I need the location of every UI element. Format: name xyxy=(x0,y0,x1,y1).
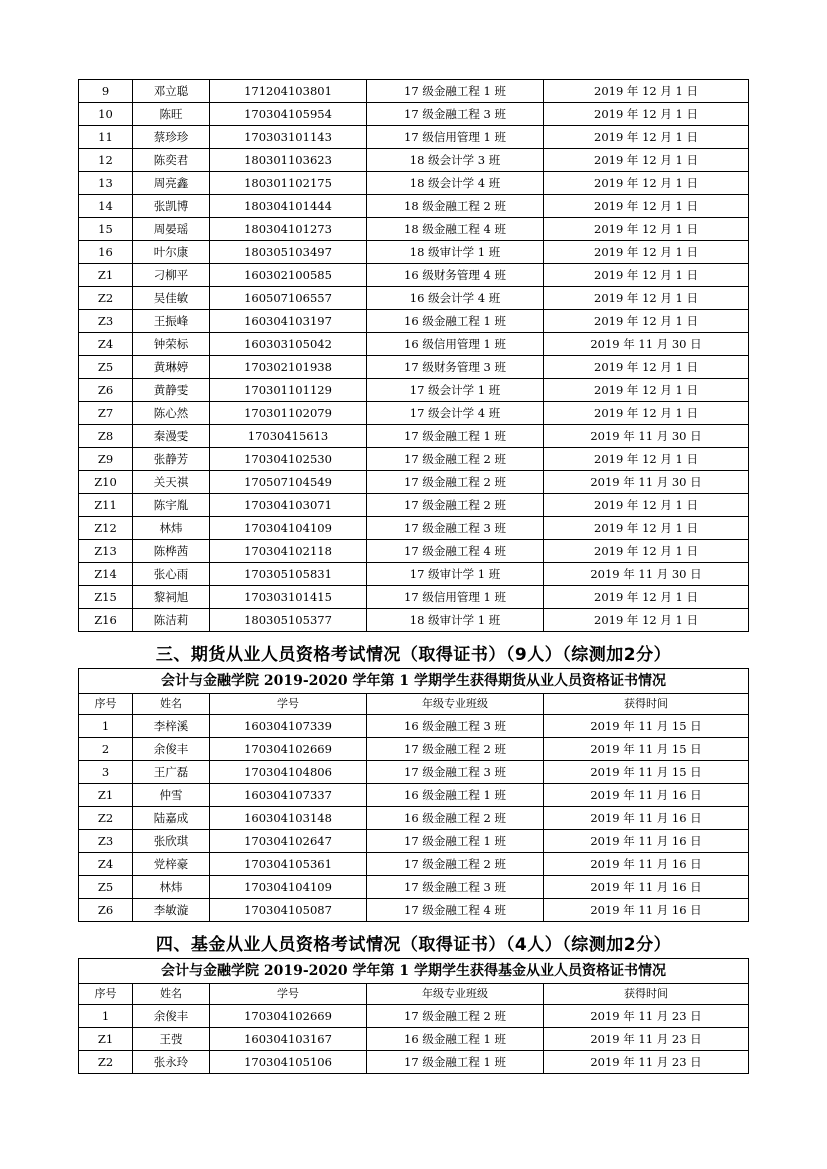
table-cell: 2019 年 11 月 16 日 xyxy=(544,784,749,807)
table-cell: Z5 xyxy=(79,876,133,899)
table-cell: 17 级金融工程 4 班 xyxy=(367,540,544,563)
table-cell: 16 级金融工程 1 班 xyxy=(367,1028,544,1051)
table-cell: 17 级金融工程 2 班 xyxy=(367,494,544,517)
table-cell: 16 级金融工程 1 班 xyxy=(367,784,544,807)
table-cell: 17 级金融工程 3 班 xyxy=(367,517,544,540)
table-cell: 16 级金融工程 3 班 xyxy=(367,715,544,738)
table-cell: 陈旺 xyxy=(133,103,210,126)
table-cell: 17030415613 xyxy=(210,425,367,448)
table-caption: 会计与金融学院 2019-2020 学年第 1 学期学生获得基金从业人员资格证书情况 xyxy=(79,959,749,984)
table-cell: 17 级财务管理 3 班 xyxy=(367,356,544,379)
table-cell: 2019 年 12 月 1 日 xyxy=(544,264,749,287)
table-cell: 张静芳 xyxy=(133,448,210,471)
table-cell: 180301103623 xyxy=(210,149,367,172)
table-cell: 17 级金融工程 1 班 xyxy=(367,830,544,853)
table-row xyxy=(79,876,749,899)
table-cell: 17 级金融工程 3 班 xyxy=(367,761,544,784)
header-cell: 获得时间 xyxy=(544,694,749,715)
header-cell: 学号 xyxy=(210,984,367,1005)
table-cell: 2019 年 12 月 1 日 xyxy=(544,609,749,632)
table-cell: Z16 xyxy=(79,609,133,632)
table-cell: 17 级信用管理 1 班 xyxy=(367,586,544,609)
table-cell: 2019 年 11 月 30 日 xyxy=(544,333,749,356)
table-cell: 18 级会计学 4 班 xyxy=(367,172,544,195)
table-cell: 17 级审计学 1 班 xyxy=(367,563,544,586)
table-cell: 170304105087 xyxy=(210,899,367,922)
table-cell: 王广磊 xyxy=(133,761,210,784)
table-row xyxy=(79,853,749,876)
table-cell: 2019 年 11 月 30 日 xyxy=(544,563,749,586)
table-cell: 170304103071 xyxy=(210,494,367,517)
table-cell: 2019 年 11 月 16 日 xyxy=(544,807,749,830)
table-cell: 林炜 xyxy=(133,517,210,540)
table-cell: 17 级会计学 4 班 xyxy=(367,402,544,425)
table-cell: 16 级金融工程 1 班 xyxy=(367,310,544,333)
table-cell: 余俊丰 xyxy=(133,738,210,761)
table-cell: 2019 年 12 月 1 日 xyxy=(544,149,749,172)
table-cell: 170301101129 xyxy=(210,379,367,402)
table-cell: 2019 年 12 月 1 日 xyxy=(544,80,749,103)
table-cell: 张心雨 xyxy=(133,563,210,586)
table-row xyxy=(79,310,749,333)
table-row xyxy=(79,356,749,379)
header-cell: 年级专业班级 xyxy=(367,984,544,1005)
table-cell: 171204103801 xyxy=(210,80,367,103)
header-cell: 年级专业班级 xyxy=(367,694,544,715)
table-cell: 2019 年 11 月 30 日 xyxy=(544,425,749,448)
table-cell: 王弢 xyxy=(133,1028,210,1051)
table-cell: 180304101273 xyxy=(210,218,367,241)
table-cell: 吴佳敏 xyxy=(133,287,210,310)
table-row xyxy=(79,126,749,149)
table-header-row xyxy=(79,984,749,1005)
table-cell: 160304103148 xyxy=(210,807,367,830)
table-cell: Z4 xyxy=(79,333,133,356)
table-cell: 180301102175 xyxy=(210,172,367,195)
table-cell: 2019 年 11 月 23 日 xyxy=(544,1051,749,1074)
table-cell: 邓立聪 xyxy=(133,80,210,103)
table-cell: 2019 年 11 月 16 日 xyxy=(544,899,749,922)
table-cell: 18 级审计学 1 班 xyxy=(367,609,544,632)
table-cell: 陈桦茜 xyxy=(133,540,210,563)
table-row xyxy=(79,402,749,425)
table-cell: 180305103497 xyxy=(210,241,367,264)
table-cell: 17 级信用管理 1 班 xyxy=(367,126,544,149)
table-cell: 陈奕君 xyxy=(133,149,210,172)
table-row xyxy=(79,563,749,586)
table-cell: 蔡珍珍 xyxy=(133,126,210,149)
table-cell: 17 级金融工程 2 班 xyxy=(367,448,544,471)
table-cell: 170301102079 xyxy=(210,402,367,425)
table-cell: Z5 xyxy=(79,356,133,379)
table-cell: 2019 年 11 月 15 日 xyxy=(544,738,749,761)
table-row xyxy=(79,586,749,609)
table-row xyxy=(79,830,749,853)
table-cell: Z8 xyxy=(79,425,133,448)
futures-certificate-table xyxy=(78,668,749,922)
table-cell: 2019 年 11 月 15 日 xyxy=(544,761,749,784)
table-cell: 2019 年 11 月 16 日 xyxy=(544,876,749,899)
table-cell: 2019 年 12 月 1 日 xyxy=(544,126,749,149)
table-cell: 2019 年 12 月 1 日 xyxy=(544,172,749,195)
table-cell: 余俊丰 xyxy=(133,1005,210,1028)
table-cell: 李敏漩 xyxy=(133,899,210,922)
table-cell: 王振峰 xyxy=(133,310,210,333)
table-cell: 黄琳婷 xyxy=(133,356,210,379)
table-cell: 2019 年 12 月 1 日 xyxy=(544,310,749,333)
table-cell: Z6 xyxy=(79,379,133,402)
table-cell: 1 xyxy=(79,715,133,738)
table-row xyxy=(79,149,749,172)
table-cell: 17 级金融工程 2 班 xyxy=(367,853,544,876)
table-cell: 170305105831 xyxy=(210,563,367,586)
table-cell: 张欣琪 xyxy=(133,830,210,853)
table-cell: 160304103197 xyxy=(210,310,367,333)
table-cell: 叶尔康 xyxy=(133,241,210,264)
table-row xyxy=(79,899,749,922)
table-cell: 170304102669 xyxy=(210,1005,367,1028)
table-cell: 17 级金融工程 2 班 xyxy=(367,1005,544,1028)
table-cell: 1 xyxy=(79,1005,133,1028)
table-row xyxy=(79,195,749,218)
table-cell: 2019 年 11 月 16 日 xyxy=(544,830,749,853)
table-cell: 黄静雯 xyxy=(133,379,210,402)
table-cell: Z11 xyxy=(79,494,133,517)
table-cell: 170304104109 xyxy=(210,876,367,899)
table-cell: 林炜 xyxy=(133,876,210,899)
table-row xyxy=(79,494,749,517)
table-cell: 18 级审计学 1 班 xyxy=(367,241,544,264)
table-cell: 17 级金融工程 1 班 xyxy=(367,425,544,448)
table-cell: 2019 年 12 月 1 日 xyxy=(544,195,749,218)
table-cell: 2019 年 12 月 1 日 xyxy=(544,448,749,471)
table-cell: 170507104549 xyxy=(210,471,367,494)
table-row xyxy=(79,287,749,310)
table-row xyxy=(79,715,749,738)
table-row xyxy=(79,1005,749,1028)
table-row xyxy=(79,379,749,402)
table-row xyxy=(79,807,749,830)
table-cell: 2019 年 12 月 1 日 xyxy=(544,218,749,241)
table-cell: 16 级信用管理 1 班 xyxy=(367,333,544,356)
table-cell: 160302100585 xyxy=(210,264,367,287)
table-cell: 陈宇胤 xyxy=(133,494,210,517)
table-row xyxy=(79,218,749,241)
table-cell: Z15 xyxy=(79,586,133,609)
table-cell: Z4 xyxy=(79,853,133,876)
table-cell: Z2 xyxy=(79,287,133,310)
table-cell: Z6 xyxy=(79,899,133,922)
table-cell: 陈洁莉 xyxy=(133,609,210,632)
table-cell: 170304104109 xyxy=(210,517,367,540)
table-cell: Z7 xyxy=(79,402,133,425)
table-cell: 18 级金融工程 4 班 xyxy=(367,218,544,241)
table-cell: 170304104806 xyxy=(210,761,367,784)
section-3-title: 三、期货从业人员资格考试情况（取得证书）（9人）（综测加2分） xyxy=(155,645,672,665)
table-cell: 2019 年 12 月 1 日 xyxy=(544,494,749,517)
header-cell: 序号 xyxy=(79,984,133,1005)
table-cell: 160304107337 xyxy=(210,784,367,807)
table-row xyxy=(79,1028,749,1051)
table-cell: 170302101938 xyxy=(210,356,367,379)
table-cell: 170304102647 xyxy=(210,830,367,853)
table-cell: 仲雪 xyxy=(133,784,210,807)
table-row xyxy=(79,425,749,448)
table-cell: Z12 xyxy=(79,517,133,540)
table-cell: 180305105377 xyxy=(210,609,367,632)
table-cell: 17 级金融工程 1 班 xyxy=(367,80,544,103)
table-cell: 2019 年 11 月 15 日 xyxy=(544,715,749,738)
table-cell: 黎祠旭 xyxy=(133,586,210,609)
table-cell: Z9 xyxy=(79,448,133,471)
table-cell: 17 级金融工程 2 班 xyxy=(367,738,544,761)
certificate-table-continued xyxy=(78,79,749,632)
table-cell: 14 xyxy=(79,195,133,218)
table-cell: 160303105042 xyxy=(210,333,367,356)
table-cell: 周晏瑶 xyxy=(133,218,210,241)
table-cell: 16 级金融工程 2 班 xyxy=(367,807,544,830)
table-row xyxy=(79,448,749,471)
table-cell: Z3 xyxy=(79,310,133,333)
fund-certificate-table xyxy=(78,958,749,1074)
table-cell: Z2 xyxy=(79,807,133,830)
header-cell: 获得时间 xyxy=(544,984,749,1005)
table-cell: 17 级会计学 1 班 xyxy=(367,379,544,402)
table-cell: 16 级财务管理 4 班 xyxy=(367,264,544,287)
table-cell: 170304102118 xyxy=(210,540,367,563)
table-cell: 2019 年 12 月 1 日 xyxy=(544,379,749,402)
table-row xyxy=(79,540,749,563)
table-cell: 16 级会计学 4 班 xyxy=(367,287,544,310)
table-cell: 170304105954 xyxy=(210,103,367,126)
table-row xyxy=(79,471,749,494)
table-header-row xyxy=(79,694,749,715)
table-caption: 会计与金融学院 2019-2020 学年第 1 学期学生获得期货从业人员资格证书情况 xyxy=(79,669,749,694)
table-cell: 13 xyxy=(79,172,133,195)
table-cell: Z3 xyxy=(79,830,133,853)
header-cell: 学号 xyxy=(210,694,367,715)
table-cell: 11 xyxy=(79,126,133,149)
table-row xyxy=(79,517,749,540)
table-cell: 160304107339 xyxy=(210,715,367,738)
table-cell: 10 xyxy=(79,103,133,126)
table-cell: 17 级金融工程 3 班 xyxy=(367,876,544,899)
table-cell: Z1 xyxy=(79,784,133,807)
table-cell: 2019 年 11 月 23 日 xyxy=(544,1005,749,1028)
table-cell: 钟荣标 xyxy=(133,333,210,356)
table-cell: 秦漫雯 xyxy=(133,425,210,448)
table-cell: 李梓溪 xyxy=(133,715,210,738)
table-cell: 170304102530 xyxy=(210,448,367,471)
table-cell: 2019 年 11 月 16 日 xyxy=(544,853,749,876)
table-cell: Z10 xyxy=(79,471,133,494)
table-cell: 张永玲 xyxy=(133,1051,210,1074)
header-cell: 序号 xyxy=(79,694,133,715)
table-cell: Z1 xyxy=(79,264,133,287)
section-4-title: 四、基金从业人员资格考试情况（取得证书）（4人）（综测加2分） xyxy=(155,935,672,955)
table-cell: 170303101415 xyxy=(210,586,367,609)
table-cell: 党梓豪 xyxy=(133,853,210,876)
table-cell: 2 xyxy=(79,738,133,761)
table-cell: 12 xyxy=(79,149,133,172)
table-cell: Z1 xyxy=(79,1028,133,1051)
table-cell: 17 级金融工程 1 班 xyxy=(367,1051,544,1074)
table-row xyxy=(79,738,749,761)
table-cell: 陆嘉成 xyxy=(133,807,210,830)
table-cell: 18 级金融工程 2 班 xyxy=(367,195,544,218)
table-cell: 170303101143 xyxy=(210,126,367,149)
table-row xyxy=(79,103,749,126)
table-cell: 2019 年 12 月 1 日 xyxy=(544,287,749,310)
table-cell: 刁柳平 xyxy=(133,264,210,287)
table-cell: 关天祺 xyxy=(133,471,210,494)
table-cell: 2019 年 12 月 1 日 xyxy=(544,356,749,379)
table-cell: 9 xyxy=(79,80,133,103)
table-cell: 170304105106 xyxy=(210,1051,367,1074)
table-row xyxy=(79,172,749,195)
table-cell: 17 级金融工程 3 班 xyxy=(367,103,544,126)
table-cell: 2019 年 12 月 1 日 xyxy=(544,241,749,264)
table-cell: Z13 xyxy=(79,540,133,563)
table-cell: 17 级金融工程 4 班 xyxy=(367,899,544,922)
table-cell: 2019 年 12 月 1 日 xyxy=(544,402,749,425)
table-row xyxy=(79,264,749,287)
table-cell: 2019 年 11 月 30 日 xyxy=(544,471,749,494)
table-cell: 2019 年 12 月 1 日 xyxy=(544,540,749,563)
table-cell: 17 级金融工程 2 班 xyxy=(367,471,544,494)
table-cell: 陈心然 xyxy=(133,402,210,425)
table-row xyxy=(79,609,749,632)
table-row xyxy=(79,784,749,807)
table-row xyxy=(79,80,749,103)
table-cell: 2019 年 12 月 1 日 xyxy=(544,103,749,126)
table-cell: 170304105361 xyxy=(210,853,367,876)
table-cell: 180304101444 xyxy=(210,195,367,218)
header-cell: 姓名 xyxy=(133,984,210,1005)
table-cell: Z14 xyxy=(79,563,133,586)
table-row xyxy=(79,241,749,264)
table-cell: 2019 年 12 月 1 日 xyxy=(544,586,749,609)
table-row xyxy=(79,761,749,784)
table-cell: 170304102669 xyxy=(210,738,367,761)
table-cell: 18 级会计学 3 班 xyxy=(367,149,544,172)
table-cell: 15 xyxy=(79,218,133,241)
table-cell: 16 xyxy=(79,241,133,264)
table-cell: 2019 年 12 月 1 日 xyxy=(544,517,749,540)
table-cell: 周亮鑫 xyxy=(133,172,210,195)
table-cell: Z2 xyxy=(79,1051,133,1074)
table-row xyxy=(79,333,749,356)
table-cell: 张凯博 xyxy=(133,195,210,218)
table-cell: 2019 年 11 月 23 日 xyxy=(544,1028,749,1051)
header-cell: 姓名 xyxy=(133,694,210,715)
table-row xyxy=(79,1051,749,1074)
table-cell: 160304103167 xyxy=(210,1028,367,1051)
table-cell: 3 xyxy=(79,761,133,784)
table-cell: 160507106557 xyxy=(210,287,367,310)
